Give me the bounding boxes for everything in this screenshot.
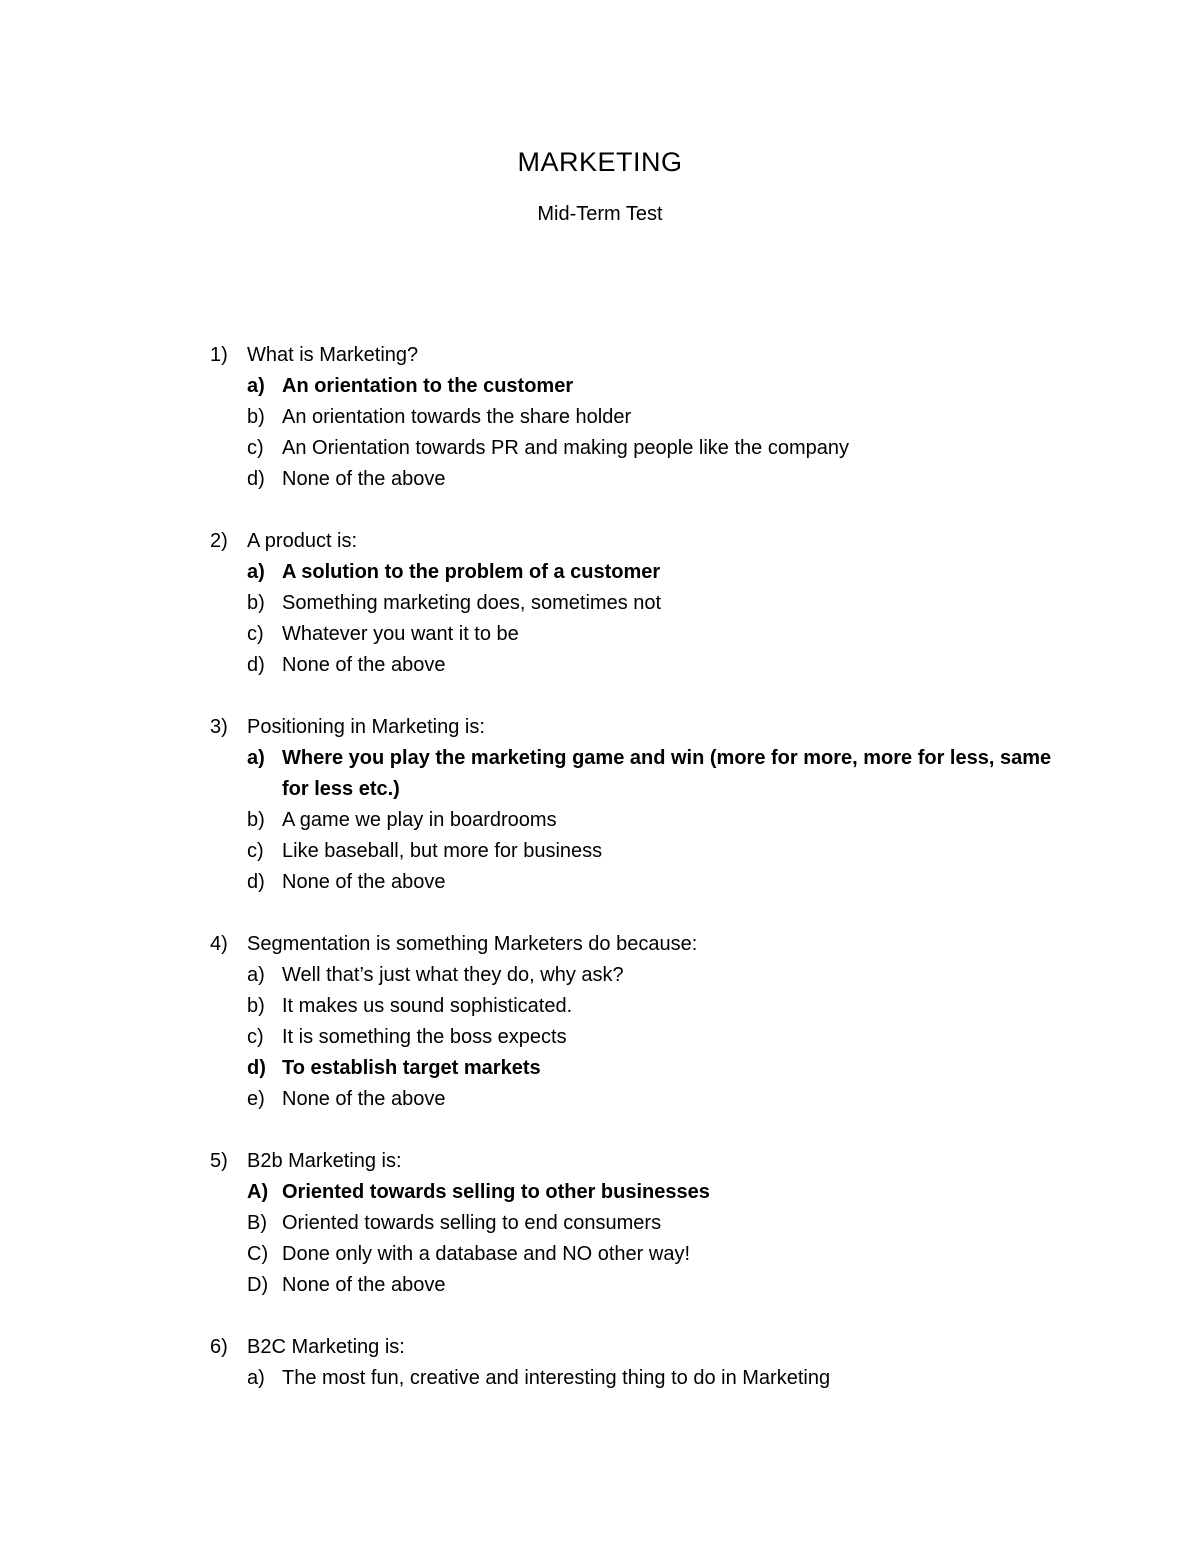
option-letter: a) <box>247 747 265 769</box>
question-text: B2C Marketing is: <box>247 1336 405 1358</box>
option-1a <box>210 371 1070 402</box>
option-text: Something marketing does, sometimes not <box>282 592 662 614</box>
option-text: An orientation to the customer <box>282 375 574 397</box>
question-number: 6) <box>210 1336 228 1358</box>
option-letter: d) <box>247 1057 266 1079</box>
option-letter: c) <box>247 1026 264 1048</box>
option-letter: b) <box>247 995 265 1017</box>
option-letter: C) <box>247 1243 269 1265</box>
option-list <box>210 1363 1070 1394</box>
option-3c <box>210 836 1070 867</box>
option-1c <box>210 433 1070 464</box>
option-text: A game we play in boardrooms <box>282 809 557 831</box>
question-line <box>210 340 1070 371</box>
option-5c <box>210 1239 1070 1270</box>
option-text: To establish target markets <box>282 1057 541 1079</box>
option-3a <box>210 743 1070 805</box>
option-4c <box>210 1022 1070 1053</box>
option-text: It makes us sound sophisticated. <box>282 995 573 1017</box>
option-list <box>210 743 1070 898</box>
document-title: MARKETING <box>517 147 683 177</box>
option-letter: A) <box>247 1181 269 1203</box>
option-text: Whatever you want it to be <box>282 623 519 645</box>
question-line <box>210 712 1070 743</box>
question-2 <box>210 526 1070 681</box>
option-2c <box>210 619 1070 650</box>
option-2d <box>210 650 1070 681</box>
option-text: It is something the boss expects <box>282 1026 567 1048</box>
question-1 <box>210 340 1070 495</box>
option-6a <box>210 1363 1070 1394</box>
option-text: None of the above <box>282 871 446 893</box>
option-3b <box>210 805 1070 836</box>
option-letter: d) <box>247 654 265 676</box>
option-text: None of the above <box>282 1274 446 1296</box>
option-text: None of the above <box>282 1088 446 1110</box>
option-2a <box>210 557 1070 588</box>
question-text: Positioning in Marketing is: <box>247 716 485 738</box>
question-line <box>210 1332 1070 1363</box>
option-text: Oriented towards selling to end consumers <box>282 1212 662 1234</box>
option-letter: b) <box>247 406 265 428</box>
option-5b <box>210 1208 1070 1239</box>
question-number: 2) <box>210 530 228 552</box>
option-letter: B) <box>247 1212 267 1234</box>
option-letter: c) <box>247 840 264 862</box>
option-5a <box>210 1177 1070 1208</box>
option-list <box>210 960 1070 1115</box>
question-number: 3) <box>210 716 228 738</box>
question-number: 4) <box>210 933 228 955</box>
option-text: Like baseball, but more for business <box>282 840 603 862</box>
option-letter: d) <box>247 468 265 490</box>
question-3 <box>210 712 1070 898</box>
option-text: None of the above <box>282 654 446 676</box>
option-text: An orientation towards the share holder <box>282 406 632 428</box>
question-number: 1) <box>210 344 228 366</box>
question-4 <box>210 929 1070 1115</box>
option-letter: a) <box>247 1367 265 1389</box>
option-5d <box>210 1270 1070 1301</box>
question-number: 5) <box>210 1150 228 1172</box>
option-4e <box>210 1084 1070 1115</box>
option-letter: e) <box>247 1088 265 1110</box>
option-text: Where you play the marketing game and win (more for more, more for less, same for less etc.) <box>282 747 1052 800</box>
option-1b <box>210 402 1070 433</box>
option-letter: d) <box>247 871 265 893</box>
option-letter: a) <box>247 964 265 986</box>
option-4b <box>210 991 1070 1022</box>
question-text: B2b Marketing is: <box>247 1150 402 1172</box>
document-subtitle: Mid-Term Test <box>537 203 663 225</box>
question-text: What is Marketing? <box>247 344 419 366</box>
option-letter: a) <box>247 561 265 583</box>
question-5 <box>210 1146 1070 1301</box>
option-list <box>210 371 1070 495</box>
option-text: A solution to the problem of a customer <box>282 561 661 583</box>
question-text: Segmentation is something Marketers do because: <box>247 933 698 955</box>
option-2b <box>210 588 1070 619</box>
option-text: Oriented towards selling to other businesses <box>282 1181 710 1203</box>
option-text: The most fun, creative and interesting thing to do in Marketing <box>282 1367 831 1389</box>
option-4a <box>210 960 1070 991</box>
option-1d <box>210 464 1070 495</box>
option-letter: D) <box>247 1274 269 1296</box>
option-letter: c) <box>247 623 264 645</box>
option-text: An Orientation towards PR and making people like the company <box>282 437 849 459</box>
question-line <box>210 526 1070 557</box>
option-list <box>210 1177 1070 1301</box>
question-line <box>210 1146 1070 1177</box>
option-4d <box>210 1053 1070 1084</box>
option-letter: c) <box>247 437 264 459</box>
option-letter: b) <box>247 809 265 831</box>
option-letter: a) <box>247 375 265 397</box>
option-text: Well that’s just what they do, why ask? <box>282 964 624 986</box>
option-list <box>210 557 1070 681</box>
question-text: A product is: <box>247 530 358 552</box>
option-letter: b) <box>247 592 265 614</box>
option-text: None of the above <box>282 468 446 490</box>
question-line <box>210 929 1070 960</box>
question-list <box>210 340 1070 1425</box>
option-3d <box>210 867 1070 898</box>
option-text: Done only with a database and NO other way! <box>282 1243 691 1265</box>
question-6 <box>210 1332 1070 1394</box>
